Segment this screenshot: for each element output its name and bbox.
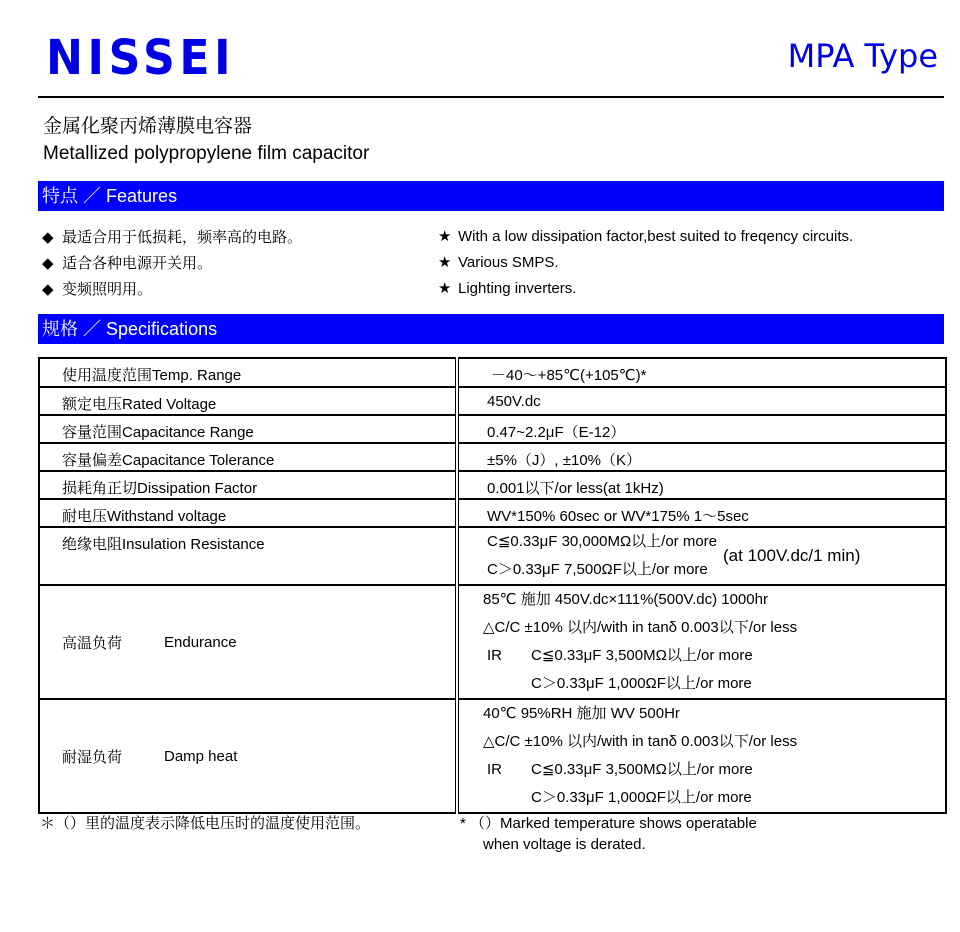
spec-row-damp: 耐湿负荷 Damp heat 40℃ 95%RH 施加 WV 500Hr △C/C ±10% 以内/with in tanδ 0.003以下/or less IR C≦0.33μF 3,500MΩ以上/or more C＞0.33μF 1,000ΩF以上/or more (39, 699, 946, 813)
feature-cn-2: ◆ 适合各种电源开关用。 (42, 254, 213, 272)
insulation-note: (at 100V.dc/1 min) (723, 546, 861, 565)
damp-line-4: C＞0.33μF 1,000ΩF以上/or more (531, 789, 752, 806)
title-english: Metallized polypropylene film capacitor (43, 143, 370, 164)
header-divider (38, 96, 944, 98)
feature-cn-1: ◆ 最适合用于低损耗，频率高的电路。 (42, 228, 303, 246)
withstand-value: WV*150% 60sec or WV*175% 1～5sec (487, 508, 749, 525)
star-bullet-icon: ★ (438, 280, 452, 297)
footnote-cn: ＊（）里的温度表示降低电压时的温度使用范围。 (40, 814, 371, 832)
footnote-en-1: * （）Marked temperature shows operatable (460, 815, 757, 832)
endurance-line-1: 85℃ 施加 450V.dc×111%(500V.dc) 1000hr (483, 591, 768, 608)
spec-row-endurance: 高温负荷 Endurance 85℃ 施加 450V.dc×111%(500V.dc) 1000hr △C/C ±10% 以内/with in tanδ 0.003以下/or less IR C≦0.33μF 3,500MΩ以上/or more C＞0.33μF 1,000ΩF以上/or more (39, 585, 946, 699)
voltage-value: 450V.dc (487, 393, 541, 410)
feature-en-1: ★ With a low dissipation factor,best suited to freqency circuits. (438, 228, 854, 245)
star-bullet-icon: ★ (438, 254, 452, 271)
cap-range-value: 0.47~2.2μF（E-12） (487, 424, 626, 441)
model-type: MPA Type (787, 37, 938, 75)
diamond-bullet-icon: ◆ (42, 255, 54, 272)
footnote-en-2: when voltage is derated. (483, 836, 646, 853)
spec-row-cap-tol: 容量偏差Capacitance Tolerance ±5%（J）, ±10%（K） (39, 443, 946, 471)
cap-tol-value: ±5%（J）, ±10%（K） (487, 452, 642, 469)
star-bullet-icon: ★ (438, 228, 452, 245)
insulation-line-2: C＞0.33μF 7,500ΩF以上/or more (487, 561, 708, 578)
df-value: 0.001以下/or less(at 1kHz) (487, 480, 664, 497)
endurance-line-2: △C/C ±10% 以内/with in tanδ 0.003以下/or less (483, 619, 798, 636)
brand-logo: NISSEI (46, 30, 236, 86)
feature-en-2: ★ Various SMPS. (438, 254, 559, 271)
spec-row-voltage: 额定电压Rated Voltage 450V.dc (39, 387, 946, 415)
damp-line-2: △C/C ±10% 以内/with in tanδ 0.003以下/or less (483, 733, 798, 750)
specs-band (38, 314, 944, 344)
title-chinese: 金属化聚丙烯薄膜电容器 (43, 115, 253, 137)
features-band-sep: ／ (78, 186, 102, 206)
feature-cn-3: ◆ 变频照明用。 (42, 280, 153, 298)
temp-value: －40～+85℃(+105℃)* (491, 367, 647, 384)
insulation-line-1: C≦0.33μF 30,000MΩ以上/or more (487, 533, 718, 550)
spec-row-withstand: 耐电压Withstand voltage WV*150% 60sec or WV*175% 1～5sec (39, 499, 946, 527)
specs-band-sep: ／ (78, 319, 102, 339)
features-band-en: Features (106, 186, 178, 206)
endurance-ir-line: IR C≦0.33μF 3,500MΩ以上/or more (487, 647, 753, 664)
diamond-bullet-icon: ◆ (42, 229, 54, 246)
features-band (38, 181, 944, 211)
spec-row-insulation: 绝缘电阻Insulation Resistance C≦0.33μF 30,000MΩ以上/or more C＞0.33μF 7,500ΩF以上/or more (at 100V.dc/1 min) (39, 527, 946, 585)
specifications-table (38, 357, 947, 814)
spec-row-temp: 使用温度范围Temp. Range －40～+85℃(+105℃)* (39, 358, 946, 387)
damp-line-1: 40℃ 95%RH 施加 WV 500Hr (483, 705, 680, 722)
diamond-bullet-icon: ◆ (42, 281, 54, 298)
endurance-line-4: C＞0.33μF 1,000ΩF以上/or more (531, 675, 752, 692)
damp-ir-line: IR C≦0.33μF 3,500MΩ以上/or more (487, 761, 753, 778)
specs-band-cn: 规格 (42, 319, 78, 340)
features-band-cn: 特点 (42, 186, 78, 207)
feature-en-3: ★ Lighting inverters. (438, 280, 577, 297)
spec-row-cap-range: 容量范围Capacitance Range 0.47~2.2μF（E-12） (39, 415, 946, 443)
specs-band-en: Specifications (106, 319, 218, 339)
spec-row-df: 损耗角正切Dissipation Factor 0.001以下/or less(at 1kHz) (39, 471, 946, 499)
